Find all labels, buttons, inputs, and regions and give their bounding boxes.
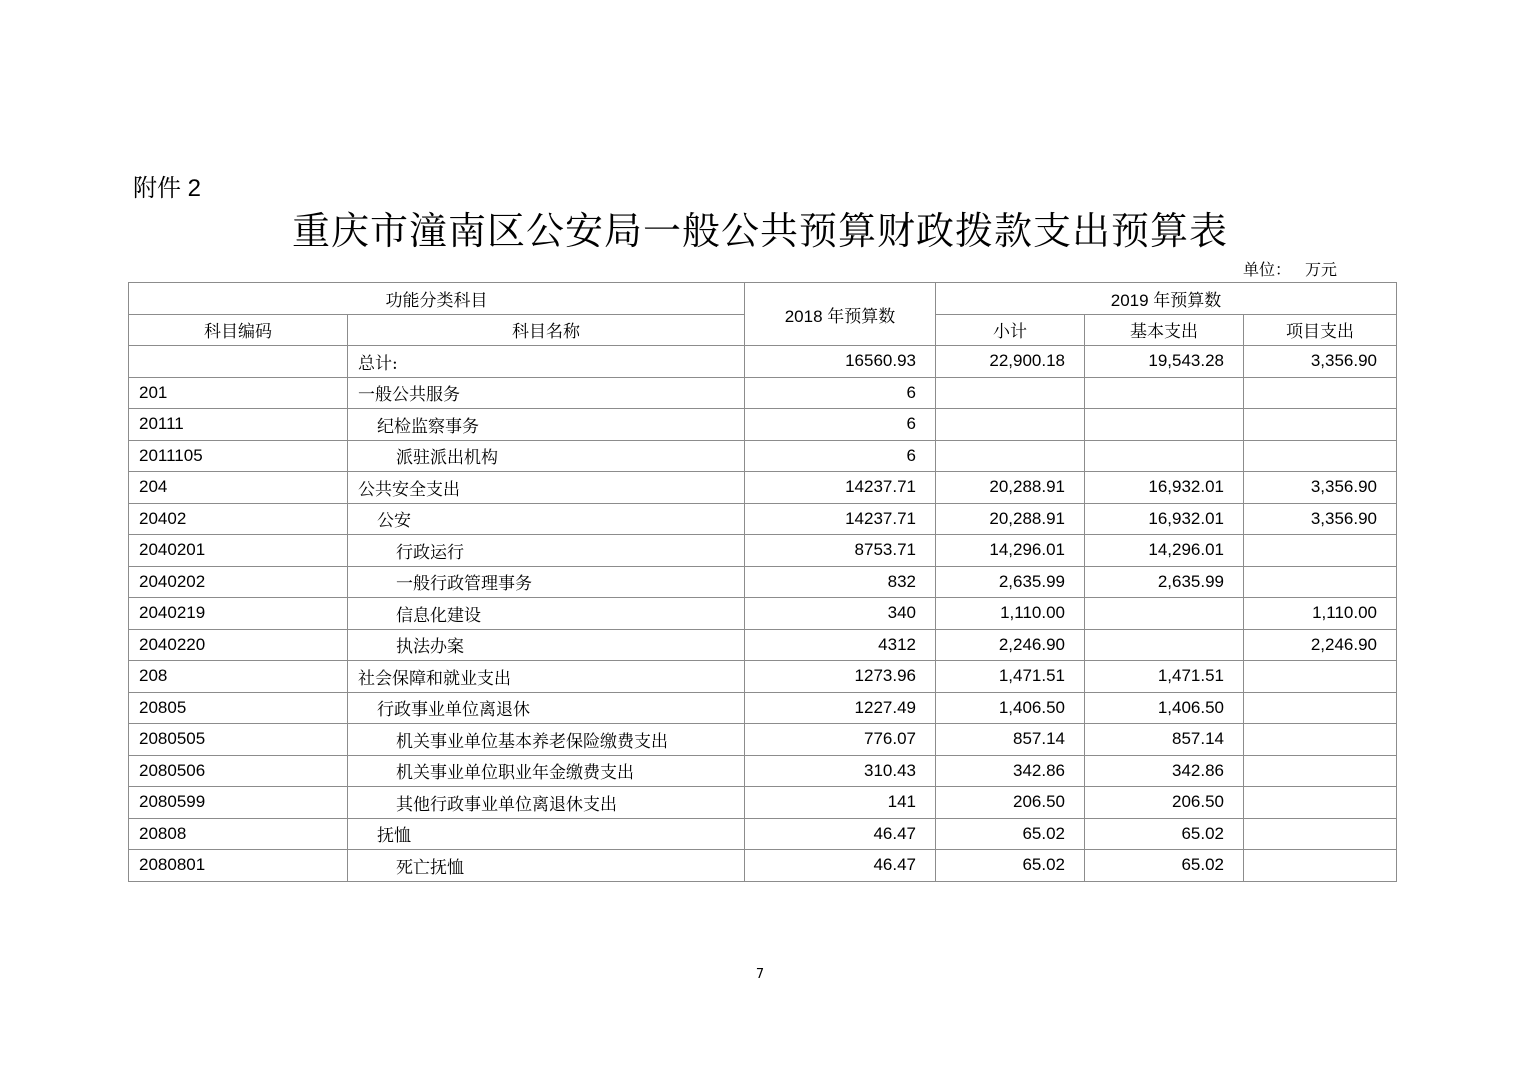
table-row <box>129 692 1397 724</box>
header-basic: 基本支出 <box>1085 314 1244 346</box>
table-row <box>129 598 1397 630</box>
table-row <box>129 472 1397 504</box>
header-name: 科目名称 <box>348 314 745 346</box>
cell-code: 2040201 <box>129 535 348 567</box>
cell-budget-2018: 6 <box>745 377 936 409</box>
table-row <box>129 629 1397 661</box>
cell-subtotal: 22,900.18 <box>936 346 1085 378</box>
cell-basic: 1,406.50 <box>1085 692 1244 724</box>
cell-subtotal <box>936 409 1085 441</box>
budget-table <box>128 282 1397 882</box>
cell-project: 1,110.00 <box>1244 598 1397 630</box>
cell-subtotal: 1,110.00 <box>936 598 1085 630</box>
cell-code: 2080801 <box>129 850 348 882</box>
cell-budget-2018: 310.43 <box>745 755 936 787</box>
cell-budget-2018: 832 <box>745 566 936 598</box>
cell-budget-2018: 6 <box>745 440 936 472</box>
cell-subtotal: 65.02 <box>936 818 1085 850</box>
cell-project <box>1244 409 1397 441</box>
cell-name: 行政运行 <box>348 535 745 567</box>
cell-basic: 16,932.01 <box>1085 472 1244 504</box>
cell-name: 其他行政事业单位离退休支出 <box>348 787 745 819</box>
cell-name: 社会保障和就业支出 <box>348 661 745 693</box>
cell-budget-2018: 1227.49 <box>745 692 936 724</box>
cell-name: 一般行政管理事务 <box>348 566 745 598</box>
header-project: 项目支出 <box>1244 314 1397 346</box>
cell-subtotal: 14,296.01 <box>936 535 1085 567</box>
header-subtotal: 小计 <box>936 314 1085 346</box>
cell-budget-2018: 776.07 <box>745 724 936 756</box>
unit-value: 万元 <box>1305 260 1338 279</box>
cell-project <box>1244 692 1397 724</box>
cell-basic: 16,932.01 <box>1085 503 1244 535</box>
cell-basic: 2,635.99 <box>1085 566 1244 598</box>
cell-subtotal: 2,246.90 <box>936 629 1085 661</box>
cell-code: 2040202 <box>129 566 348 598</box>
header-code: 科目编码 <box>129 314 348 346</box>
cell-name: 信息化建设 <box>348 598 745 630</box>
cell-name: 执法办案 <box>348 629 745 661</box>
cell-budget-2018: 46.47 <box>745 850 936 882</box>
cell-subtotal: 2,635.99 <box>936 566 1085 598</box>
table-row <box>129 503 1397 535</box>
cell-basic <box>1085 409 1244 441</box>
cell-name: 纪检监察事务 <box>348 409 745 441</box>
cell-project: 3,356.90 <box>1244 472 1397 504</box>
cell-basic: 206.50 <box>1085 787 1244 819</box>
cell-project: 3,356.90 <box>1244 503 1397 535</box>
cell-subtotal: 65.02 <box>936 850 1085 882</box>
cell-code: 2080599 <box>129 787 348 819</box>
table-row <box>129 377 1397 409</box>
unit-label: 单位： <box>1243 260 1292 279</box>
cell-budget-2018: 46.47 <box>745 818 936 850</box>
attachment-label: 附件 2 <box>133 175 202 202</box>
cell-basic: 65.02 <box>1085 850 1244 882</box>
cell-code: 208 <box>129 661 348 693</box>
cell-budget-2018: 6 <box>745 409 936 441</box>
cell-name: 抚恤 <box>348 818 745 850</box>
table-row <box>129 787 1397 819</box>
header-function-group: 功能分类科目 <box>129 283 745 315</box>
cell-subtotal <box>936 440 1085 472</box>
cell-basic <box>1085 598 1244 630</box>
cell-project <box>1244 535 1397 567</box>
cell-code: 2011105 <box>129 440 348 472</box>
cell-code: 20805 <box>129 692 348 724</box>
cell-project <box>1244 850 1397 882</box>
cell-name: 派驻派出机构 <box>348 440 745 472</box>
cell-budget-2018: 8753.71 <box>745 535 936 567</box>
cell-name: 总计: <box>348 346 745 378</box>
table-row <box>129 346 1397 378</box>
cell-project <box>1244 661 1397 693</box>
cell-name: 公共安全支出 <box>348 472 745 504</box>
table-row <box>129 724 1397 756</box>
cell-code: 20111 <box>129 409 348 441</box>
cell-subtotal <box>936 377 1085 409</box>
cell-name: 公安 <box>348 503 745 535</box>
cell-subtotal: 857.14 <box>936 724 1085 756</box>
cell-code: 201 <box>129 377 348 409</box>
cell-basic: 19,543.28 <box>1085 346 1244 378</box>
cell-project <box>1244 377 1397 409</box>
cell-name: 机关事业单位职业年金缴费支出 <box>348 755 745 787</box>
page-title: 重庆市潼南区公安局一般公共预算财政拨款支出预算表 <box>291 211 1228 253</box>
cell-basic: 1,471.51 <box>1085 661 1244 693</box>
cell-budget-2018: 4312 <box>745 629 936 661</box>
table-row <box>129 850 1397 882</box>
table-row <box>129 409 1397 441</box>
cell-code: 20808 <box>129 818 348 850</box>
header-budget-2018: 2018 年预算数 <box>745 283 936 346</box>
cell-basic <box>1085 629 1244 661</box>
table-row <box>129 535 1397 567</box>
header-budget-2019-group: 2019 年预算数 <box>936 283 1397 315</box>
cell-subtotal: 1,471.51 <box>936 661 1085 693</box>
cell-basic: 65.02 <box>1085 818 1244 850</box>
cell-code: 20402 <box>129 503 348 535</box>
cell-basic: 14,296.01 <box>1085 535 1244 567</box>
cell-code: 2080505 <box>129 724 348 756</box>
cell-project: 3,356.90 <box>1244 346 1397 378</box>
cell-budget-2018: 340 <box>745 598 936 630</box>
cell-budget-2018: 14237.71 <box>745 472 936 504</box>
cell-code: 204 <box>129 472 348 504</box>
cell-project <box>1244 787 1397 819</box>
cell-subtotal: 20,288.91 <box>936 472 1085 504</box>
cell-project <box>1244 566 1397 598</box>
cell-code: 2040220 <box>129 629 348 661</box>
cell-subtotal: 1,406.50 <box>936 692 1085 724</box>
cell-code <box>129 346 348 378</box>
table-row <box>129 818 1397 850</box>
cell-basic <box>1085 377 1244 409</box>
cell-basic: 857.14 <box>1085 724 1244 756</box>
cell-code: 2040219 <box>129 598 348 630</box>
table-row <box>129 755 1397 787</box>
cell-project <box>1244 724 1397 756</box>
table-row <box>129 661 1397 693</box>
cell-project <box>1244 755 1397 787</box>
cell-budget-2018: 16560.93 <box>745 346 936 378</box>
cell-subtotal: 20,288.91 <box>936 503 1085 535</box>
cell-name: 机关事业单位基本养老保险缴费支出 <box>348 724 745 756</box>
cell-name: 一般公共服务 <box>348 377 745 409</box>
cell-budget-2018: 141 <box>745 787 936 819</box>
cell-project <box>1244 440 1397 472</box>
cell-project: 2,246.90 <box>1244 629 1397 661</box>
cell-code: 2080506 <box>129 755 348 787</box>
page-number: 7 <box>755 967 765 982</box>
cell-budget-2018: 1273.96 <box>745 661 936 693</box>
cell-name: 死亡抚恤 <box>348 850 745 882</box>
cell-subtotal: 342.86 <box>936 755 1085 787</box>
cell-budget-2018: 14237.71 <box>745 503 936 535</box>
table-row <box>129 440 1397 472</box>
cell-name: 行政事业单位离退休 <box>348 692 745 724</box>
cell-basic <box>1085 440 1244 472</box>
cell-subtotal: 206.50 <box>936 787 1085 819</box>
table-row <box>129 566 1397 598</box>
cell-basic: 342.86 <box>1085 755 1244 787</box>
header-row-1 <box>129 283 1397 315</box>
unit-note <box>1243 257 1337 280</box>
cell-project <box>1244 818 1397 850</box>
